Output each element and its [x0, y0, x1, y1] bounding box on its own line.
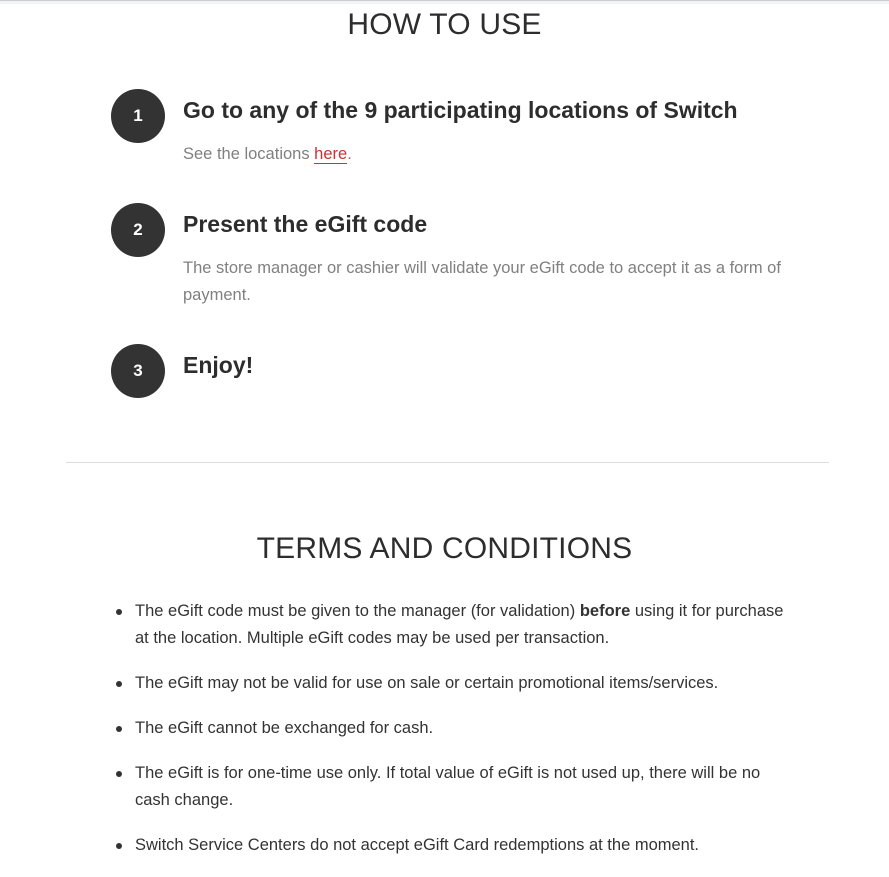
- terms-item-text: using it for purchase at the location. Multiple eGift codes may be used per transaction.: [135, 602, 784, 647]
- terms-list: [111, 598, 791, 877]
- terms-item: The eGift cannot be exchanged for cash.: [111, 715, 791, 742]
- step-description-text: See the locations: [183, 145, 315, 163]
- terms-title: TERMS AND CONDITIONS: [256, 532, 633, 565]
- how-to-use-title: HOW TO USE: [347, 8, 542, 41]
- step-number-badge: 2: [111, 203, 165, 257]
- step-title: Go to any of the 9 participating locations of Switch: [183, 97, 738, 123]
- step-description-period: .: [347, 145, 352, 163]
- terms-item: The eGift is for one-time use only. If total value of eGift is not used up, there will be no cash change.: [111, 760, 791, 814]
- top-border: [0, 0, 889, 4]
- step-description: [183, 141, 783, 168]
- step-title: Enjoy!: [183, 352, 254, 378]
- section-divider: [66, 462, 829, 463]
- terms-item-emphasis: before: [579, 602, 631, 620]
- locations-link[interactable]: here: [314, 145, 348, 163]
- step-number-badge: 1: [111, 89, 165, 143]
- terms-item: Switch Service Centers do not accept eGift Card redemptions at the moment.: [111, 832, 791, 859]
- step-title: Present the eGift code: [183, 211, 428, 237]
- terms-item-text: The eGift code must be given to the manager (for validation): [135, 602, 580, 620]
- terms-item: [111, 598, 791, 652]
- step-number-badge: 3: [111, 344, 165, 398]
- terms-item: The eGift may not be valid for use on sale or certain promotional items/services.: [111, 670, 791, 697]
- step-description: The store manager or cashier will validate your eGift code to accept it as a form of payment.: [183, 259, 781, 304]
